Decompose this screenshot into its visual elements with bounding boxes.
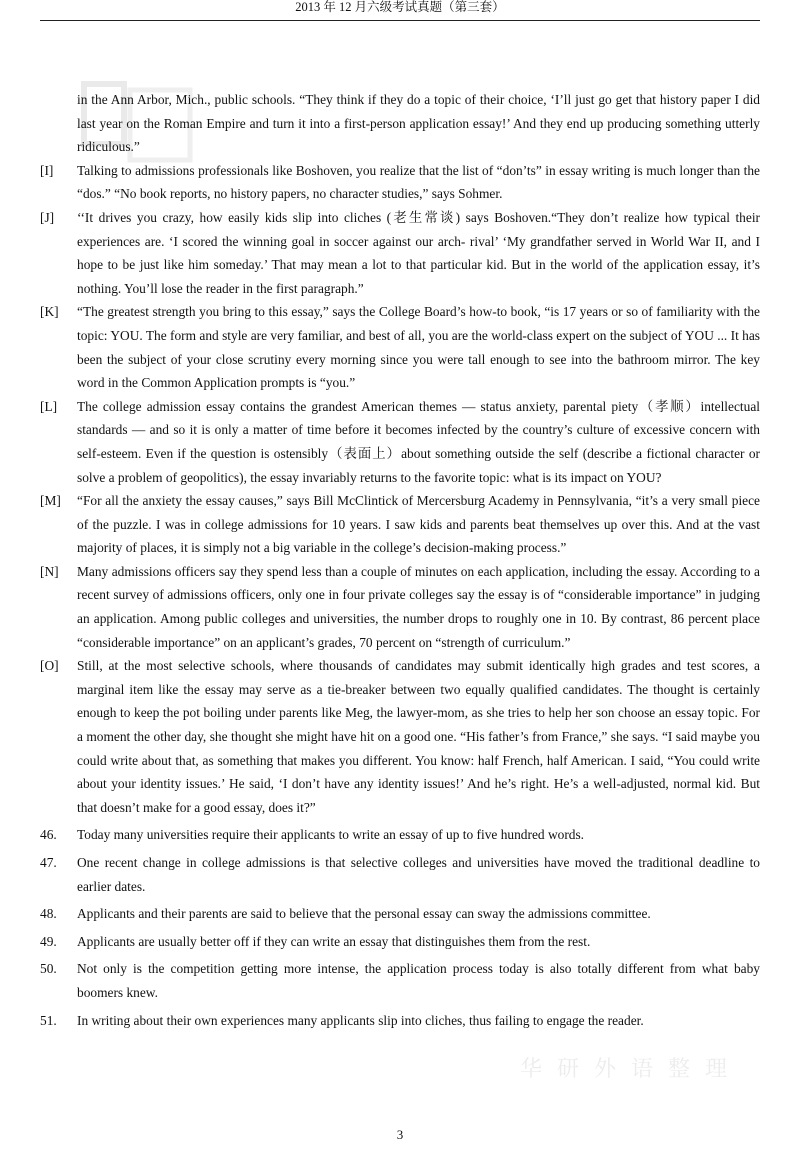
continued-paragraph: in the Ann Arbor, Mich., public schools. “They think if they do a topic of their choice, ‘I’ll just go get that history paper I did last year on the Roman Empire and turn it into a first-person application essay!’ And they end up producing something utterly ridiculous.” (77, 92, 760, 155)
paragraph-text: Talking to admissions professionals like Boshoven, you realize that the list of “don’ts” in essay writing is much longer than the “dos.” “No book reports, no history papers, no character studies,” says Sohmer. (77, 162, 760, 202)
paragraph-n (40, 560, 760, 654)
question-49 (40, 930, 760, 954)
paragraph-label: [L] (40, 398, 58, 414)
paragraph-label: [M] (40, 493, 61, 509)
paragraph-label: [K] (40, 304, 59, 320)
paragraph-text: ‘‘It drives you crazy, how easily kids slip into cliches (老生常谈) says Boshoven.“They don’t realize how typical their experiences are. ‘I scored the winning goal in soccer against our arch- rival’ ‘My grandfather served in World War II, and I hope to be just like him someday.’ That may mean a lot to that particular kid. But in the world of the application essay, it’s nothing. You’ll lose the reader in the first paragraph.” (77, 209, 760, 296)
paragraph-label: [O] (40, 658, 59, 674)
paragraph-label: [J] (40, 209, 55, 225)
paragraph-label: [I] (40, 162, 54, 178)
question-number: 51. (40, 1012, 57, 1028)
question-51 (40, 1009, 760, 1033)
question-47 (40, 851, 760, 898)
watermark-text: 华 研 外 语 整 理 (520, 1057, 731, 1082)
paragraph-k (40, 300, 760, 394)
paragraph-m (40, 489, 760, 560)
paragraph-o (40, 654, 760, 819)
paragraph-l (40, 395, 760, 489)
question-46 (40, 823, 760, 847)
paragraph-j (40, 206, 760, 300)
question-number: 49. (40, 933, 57, 949)
paragraph-text: “The greatest strength you bring to this essay,” says the College Board’s how-to book, “is 17 years or so of familiarity with the topic: YOU. The form and style are very familiar, and best of all, you are the world-class expert on the subject of YOU ... It has been the subject of your close scrutiny every morning since you were tall enough to see into the bathroom mirror. The key word in the Common Application prompts is “you.” (77, 304, 760, 391)
paragraph-i (40, 159, 760, 206)
page-header: 2013 年 12 月六级考试真题（第三套） (40, 0, 760, 21)
question-text: Applicants and their parents are said to believe that the personal essay can sway the admissions committee. (77, 906, 651, 922)
question-text: Applicants are usually better off if they can write an essay that distinguishes them from the rest. (77, 933, 591, 949)
question-text: Not only is the competition getting more intense, the application process today is also totally different from what baby boomers knew. (77, 961, 760, 1000)
question-number: 47. (40, 855, 57, 870)
question-number: 48. (40, 906, 57, 922)
paragraph-text: “For all the anxiety the essay causes,” says Bill McClintick of Mercersburg Academy in Pennsylvania, “it’s a very small piece of the puzzle. I was in college admissions for 10 years. I saw kids and parents beat themselves up over this. And at the vast majority of places, it is simply not a big variable in the college’s decision-making process.” (77, 493, 760, 556)
page-number: 3 (396, 1127, 404, 1142)
question-48 (40, 902, 760, 926)
paragraph-text: The college admission essay contains the grandest American themes — status anxiety, parental piety（孝顺）intellectual standards — and so it is only a matter of time before it becomes infected by the country’s culture of excessive concern with self-esteem. Even if the question is ostensibly（表面上）about something outside the self (describe a fictional character or solve a problem of geopolitics), the essay invariably returns to the favorite topic: what is its impact on YOU? (77, 398, 760, 485)
question-text: Today many universities require their applicants to write an essay of up to five hundred words. (77, 827, 585, 843)
question-text: One recent change in college admissions is that selective colleges and universities have moved the traditional deadline to earlier dates. (77, 855, 760, 894)
paragraph-text: Still, at the most selective schools, where thousands of candidates may submit identically high grades and test scores, a marginal item like the essay may serve as a tie-breaker between two equally qualified candidates. The thought is certainly enough to keep the pot boiling under parents like Meg, the lawyer-mom, as she tries to help her son choose an essay topic. For a moment the other day, she thought she might have hit on a good one. “His father’s from France,” she says. “I said maybe you could write about that, as something that makes you different. You know: half French, half American. I said, “You could write about your identity issues.’ He said, ‘I don’t have any identity issues!’ And he’s right. He’s a well-adjusted, normal kid. But that doesn’t make for a good essay, does it?” (77, 658, 760, 815)
document-body (40, 88, 760, 1032)
question-number: 50. (40, 961, 57, 977)
question-text: In writing about their own experiences many applicants slip into cliches, thus failing to engage the reader. (77, 1012, 644, 1028)
paragraph-label: [N] (40, 563, 59, 579)
question-50 (40, 957, 760, 1004)
paragraph-text: Many admissions officers say they spend less than a couple of minutes on each application, including the essay. According to a recent survey of admissions officers, only one in four private colleges say the essay is of “considerable importance” in judging an application. Among public colleges and universities, the number drops to roughly one in 10. By contrast, 86 percent place “considerable importance” on an applicant’s grades, 70 percent on “strength of curriculum.” (77, 563, 760, 650)
question-number: 46. (40, 827, 57, 843)
